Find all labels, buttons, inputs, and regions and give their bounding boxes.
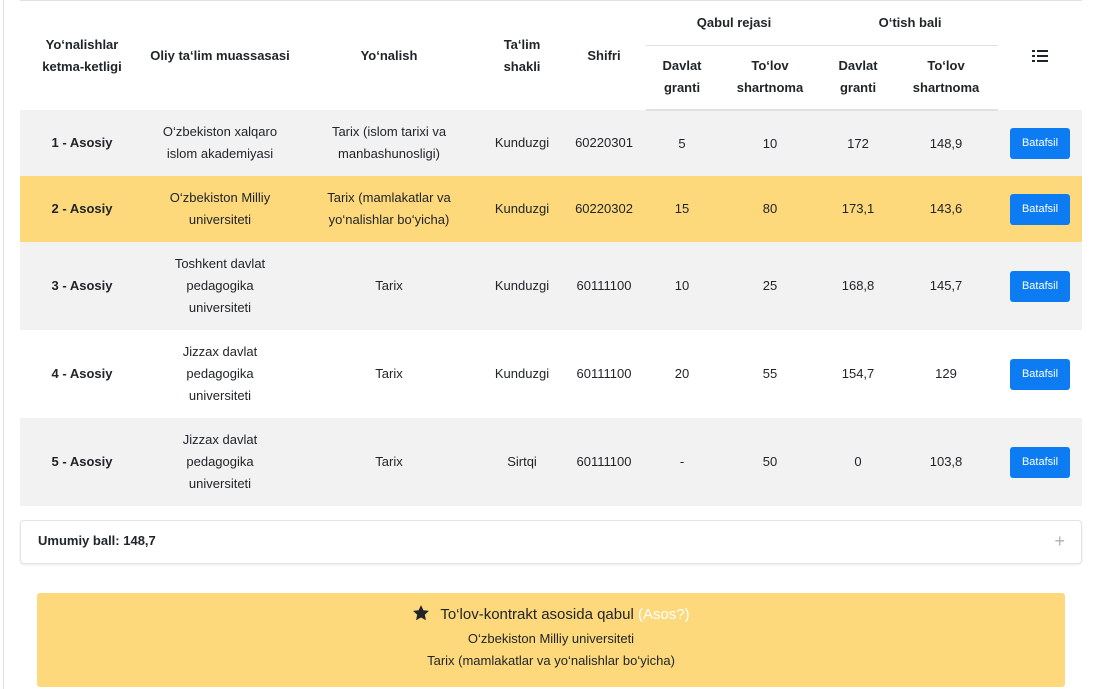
table-row: [20, 418, 1082, 506]
details-button[interactable]: Batafsil: [1010, 447, 1070, 478]
cell-direction: Tarix: [375, 454, 403, 469]
cell-action: [998, 418, 1082, 506]
header-plan-grant: Davlat granti: [646, 45, 718, 110]
details-button[interactable]: Batafsil: [1010, 194, 1070, 225]
cell-action: [998, 110, 1082, 176]
header-plan-contract: To‘lov shartnoma: [718, 45, 822, 110]
star-icon: [412, 604, 430, 622]
total-score-card[interactable]: [20, 520, 1082, 564]
expand-plus-icon[interactable]: +: [1054, 531, 1065, 551]
details-button[interactable]: Batafsil: [1010, 128, 1070, 159]
cell-institution: O‘zbekiston xalqaro islom akademiyasi: [162, 124, 278, 161]
cell-direction: Tarix (mamlakatlar va yo‘nalishlar bo‘yicha): [327, 190, 451, 227]
header-direction: Yo‘nalish: [360, 47, 418, 63]
cell-plan-contract: 80: [762, 201, 778, 216]
result-direction: Tarix (mamlakatlar va yo‘nalishlar bo‘yicha): [427, 653, 675, 668]
cell-plan-grant: 5: [678, 135, 686, 151]
cell-plan-contract: 25: [762, 278, 778, 293]
table-row: [20, 242, 1082, 330]
header-plan-group: Qabul rejasi: [646, 1, 822, 45]
cell-score-grant: 154,7: [841, 366, 875, 381]
result-institution: O‘zbekiston Milliy universiteti: [467, 631, 635, 646]
cell-action: [998, 176, 1082, 242]
cell-score-grant: 173,1: [841, 201, 875, 216]
header-institution: Oliy ta‘lim muassasasi: [150, 47, 290, 63]
cell-plan-contract: 10: [762, 135, 778, 151]
header-code: Shifri: [587, 47, 621, 63]
cell-form: Kunduzgi: [494, 201, 550, 216]
cell-score-contract: 145,7: [929, 278, 963, 293]
result-title: To‘lov-kontrakt asosida qabul: [440, 606, 634, 623]
cell-institution: Jizzax davlat pedagogika universiteti: [182, 344, 258, 403]
cell-order: 1 - Asosiy: [51, 135, 113, 150]
table-row: [20, 110, 1082, 176]
cell-score-grant: 0: [854, 454, 862, 469]
cell-direction: Tarix: [375, 278, 403, 293]
cell-form: Kunduzgi: [494, 278, 550, 293]
cell-institution: O‘zbekiston Milliy universiteti: [169, 190, 271, 227]
cell-order: 3 - Asosiy: [51, 278, 113, 293]
cell-plan-contract: 50: [762, 454, 778, 469]
cell-code: 60111100: [576, 278, 632, 293]
header-order: Yo‘nalishlar ketma-ketligi: [42, 36, 122, 74]
admission-result-alert: [37, 593, 1065, 687]
page-border-left: [3, 0, 4, 689]
cell-score-grant: 172: [847, 135, 869, 151]
admission-results-table: [20, 1, 1082, 506]
reason-link[interactable]: (Asos?): [637, 606, 690, 623]
cell-code: 60111100: [576, 366, 632, 381]
cell-plan-contract: 55: [762, 366, 778, 381]
details-button[interactable]: Batafsil: [1010, 359, 1070, 390]
header-score-group: O‘tish bali: [822, 1, 998, 45]
header-columns-toggle[interactable]: [998, 1, 1082, 110]
cell-code: 60111100: [576, 454, 632, 469]
cell-plan-grant: 10: [674, 278, 690, 293]
cell-form: Kunduzgi: [494, 135, 550, 150]
table-row: [20, 330, 1082, 418]
cell-form: Sirtqi: [507, 454, 537, 469]
total-score-label: Umumiy ball: 148,7: [38, 533, 156, 548]
details-button[interactable]: Batafsil: [1010, 271, 1070, 302]
header-score-grant: Davlat granti: [822, 45, 894, 110]
cell-order: 2 - Asosiy: [51, 201, 113, 216]
cell-score-contract: 129: [935, 366, 957, 381]
cell-action: [998, 242, 1082, 330]
cell-plan-grant: 15: [674, 201, 690, 216]
cell-score-contract: 148,9: [929, 135, 963, 151]
cell-institution: Toshkent davlat pedagogika universiteti: [174, 256, 266, 315]
cell-direction: Tarix: [375, 366, 403, 381]
cell-score-contract: 143,6: [929, 201, 963, 216]
cell-action: [998, 330, 1082, 418]
cell-direction: Tarix (islom tarixi va manbashunosligi): [331, 124, 447, 161]
header-score-contract: To‘lov shartnoma: [894, 45, 998, 110]
cell-score-contract: 103,8: [929, 454, 963, 469]
cell-score-grant: 168,8: [841, 278, 875, 293]
table-row: [20, 176, 1082, 242]
header-form: Ta‘lim shakli: [503, 36, 541, 74]
cell-order: 5 - Asosiy: [51, 454, 113, 469]
cell-form: Kunduzgi: [494, 366, 550, 381]
cell-code: 60220302: [575, 201, 633, 216]
cell-plan-grant: -: [679, 454, 685, 469]
cell-plan-grant: 20: [674, 366, 690, 381]
cell-code: 60220301: [575, 135, 633, 150]
list-icon[interactable]: [1032, 50, 1048, 62]
result-title-line: [37, 604, 1065, 626]
cell-order: 4 - Asosiy: [51, 366, 113, 381]
cell-institution: Jizzax davlat pedagogika universiteti: [182, 432, 258, 491]
